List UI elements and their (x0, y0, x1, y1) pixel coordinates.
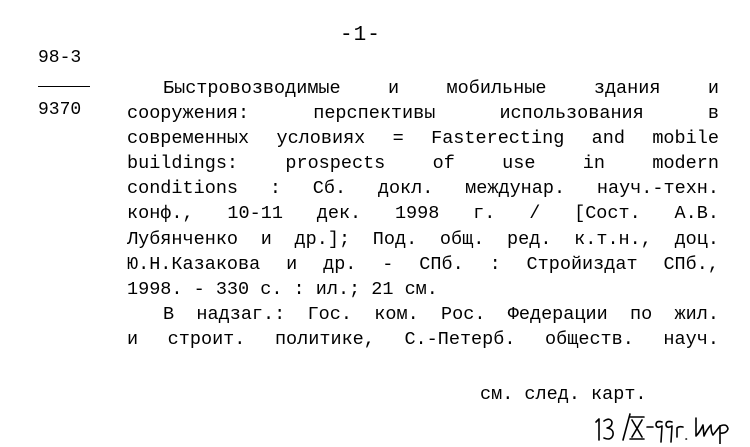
word: условиях (276, 128, 366, 150)
word: СПб. (419, 253, 464, 275)
word: Лубянченко (127, 228, 239, 250)
text-line (127, 101, 719, 126)
word: prospects (285, 153, 386, 175)
handwritten-note (590, 410, 740, 444)
word: см. (404, 278, 438, 300)
word: Сб. (312, 178, 347, 200)
word: по (630, 303, 653, 325)
word: политике, (274, 328, 375, 350)
word: 330 (215, 278, 250, 300)
word: modern (652, 153, 719, 175)
text-line (127, 126, 719, 151)
page-number: -1- (340, 24, 381, 47)
word: in (582, 153, 606, 175)
shelfmark-top: 98-3 (38, 48, 82, 68)
handwritten-date-signature (590, 410, 740, 444)
word: ред. (507, 228, 552, 250)
word: [Сост. (574, 203, 641, 225)
word: дек. (316, 203, 362, 225)
text-line (127, 227, 719, 252)
text-line (127, 76, 719, 101)
see-next-card-note: см. след. карт. (480, 384, 647, 405)
word: здания (593, 78, 661, 99)
word: и (388, 78, 400, 99)
word: перспективы (313, 103, 436, 125)
word: и (127, 328, 139, 350)
word: надзаг.: (196, 303, 286, 325)
word: в (707, 103, 719, 125)
word: and (591, 128, 625, 150)
word: Стройиздат (526, 253, 638, 275)
word: conditions (127, 178, 239, 200)
word: ил.; (315, 278, 361, 300)
shelfmark-bottom: 9370 (38, 100, 82, 120)
word: и (260, 228, 272, 250)
word: of (432, 153, 455, 175)
word: строит. (167, 328, 246, 350)
word: В (163, 303, 175, 325)
word: к.т.н., (574, 228, 652, 250)
word: Под. (372, 228, 418, 250)
word: С.-Петерб. (404, 328, 516, 350)
word: науч. (663, 328, 719, 350)
word: 1998. (127, 278, 183, 300)
word: = (392, 128, 404, 150)
word: мобильные (446, 78, 547, 99)
text-line (127, 327, 719, 352)
shelfmark-divider (38, 86, 90, 87)
word: : (269, 178, 281, 200)
word: обществ. (545, 328, 634, 350)
word: с. (260, 278, 283, 300)
bibliographic-description (127, 76, 719, 352)
word: ком. (374, 303, 419, 325)
word: Быстровозводимые (163, 78, 341, 99)
word: СПб., (663, 253, 719, 275)
word: - (193, 278, 205, 300)
word: : (489, 253, 501, 275)
word: use (502, 153, 536, 175)
word: др. (323, 253, 357, 275)
word: buildings: (127, 153, 239, 175)
word: Гос. (307, 303, 352, 325)
word: докл. (377, 178, 434, 200)
text-line (127, 176, 719, 201)
word: / (529, 203, 541, 225)
word: доц. (674, 228, 719, 250)
word: mobile (652, 128, 719, 150)
word: сооружения: (127, 103, 250, 125)
word: 21 (371, 278, 394, 300)
word: Fasterecting (431, 128, 565, 150)
word: - (382, 253, 394, 275)
text-line (127, 302, 719, 327)
word: : (293, 278, 305, 300)
text-line (127, 277, 719, 302)
word: жил. (674, 303, 719, 325)
word: Ю.Н.Казакова (127, 253, 261, 275)
word: общ. (439, 228, 485, 250)
word: А.В. (674, 203, 719, 225)
word: современных (127, 128, 250, 150)
word: междунар. (465, 178, 566, 200)
word: Федерации (507, 303, 608, 325)
text-line (127, 151, 719, 176)
word: 1998 (394, 203, 440, 225)
text-line (127, 252, 719, 277)
word: использования (499, 103, 644, 125)
word: конф., (127, 203, 194, 225)
word: и (707, 78, 719, 99)
word: 10-11 (227, 203, 283, 225)
word: г. (473, 203, 496, 225)
word: др.]; (294, 228, 351, 250)
word: науч.-техн. (596, 178, 719, 200)
word: и (286, 253, 298, 275)
text-line (127, 201, 719, 226)
word: Рос. (441, 303, 486, 325)
